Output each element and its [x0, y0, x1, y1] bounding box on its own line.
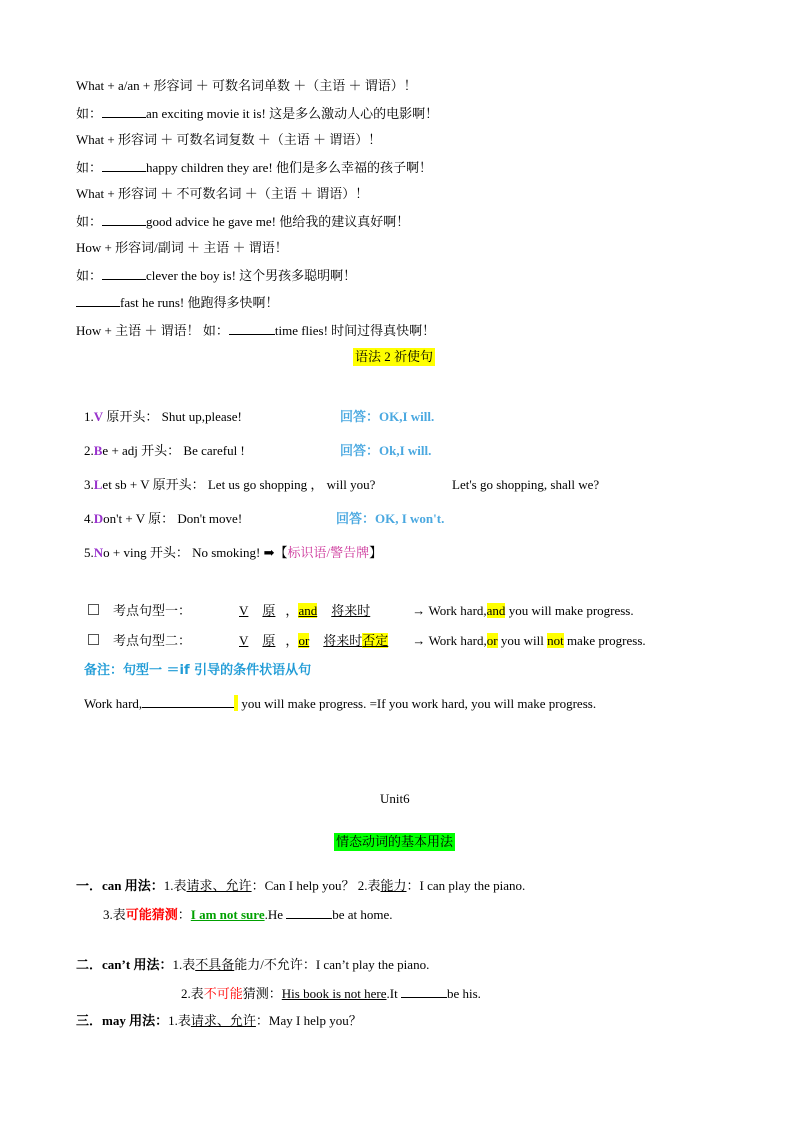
example-3: 如： good advice he gave me! 他给我的建议真好啊！	[76, 214, 410, 229]
imperative-item-4: 4.Don't + V 原： Don't move!	[84, 511, 243, 526]
example-1: 如： an exciting movie it is! 这是多么激动人心的电影啊！	[76, 106, 439, 121]
unit-title: Unit6	[380, 791, 410, 806]
imperative-item-3: 3.Let sb + V 原开头： Let us go shopping ， will you?	[84, 477, 376, 492]
imperative-item-5: 5.No + ving 开头： No smoking! ➡【标识语/警告牌】	[84, 545, 383, 560]
imperative-answer-1: 回答：OK,I will.	[340, 409, 435, 424]
blank	[102, 212, 146, 226]
imperative-answer-4: 回答：OK, I won't.	[336, 511, 445, 526]
blank	[102, 266, 146, 280]
section-heading-imperative: 语法 2 祈使句	[355, 349, 434, 364]
blank	[229, 321, 275, 335]
rule-how-subject: How + 主语 ＋ 谓语！ 如： time flies! 时间过得真快啊！	[76, 323, 436, 338]
section-heading-modal: 情态动词的基本用法	[336, 834, 454, 849]
rule-how: How + 形容词/副词 ＋ 主语 ＋ 谓语！	[76, 240, 288, 255]
may-usage: 三．may 用法：1.表请求、允许：May I help you？	[76, 1013, 362, 1028]
blank	[76, 293, 120, 307]
can-usage-3: 3.表可能猜测：I am not sure.He be at home.	[103, 907, 393, 922]
checkbox-icon	[88, 634, 99, 645]
imperative-answer-2: 回答：Ok,I will.	[340, 443, 432, 458]
cant-usage: 二．can’t 用法：1.表不具备能力/不允许：I can’t play the piano.	[76, 957, 430, 972]
cant-usage-2: 2.表不可能猜测：His book is not here.It be his.	[181, 986, 481, 1001]
imperative-answer-3: Let's go shopping, shall we?	[452, 477, 600, 492]
note: 备注：句型一 ＝if 引导的条件状语从句	[84, 663, 312, 678]
rule-what-a-an: What + a/an + 形容词 ＋ 可数名词单数 ＋（主语 ＋ 谓语）！	[76, 78, 417, 93]
example-4: 如： clever the boy is! 这个男孩多聪明啊！	[76, 268, 357, 283]
pattern-2: 考点句型二： V 原 ，or 将来时否定 → Work hard,or you will not make progress.	[88, 632, 646, 650]
imperative-item-2: 2.Be + adj 开头： Be careful !	[84, 443, 245, 458]
rule-what-uncountable: What + 形容词 ＋ 不可数名词 ＋（主语 ＋ 谓语）！	[76, 186, 369, 201]
can-usage: 一．can 用法：1.表请求、允许：Can I help you？ 2.表能力：I can play the piano.	[76, 878, 526, 893]
blank	[401, 984, 447, 998]
rule-what-plural: What + 形容词 ＋ 可数名词复数 ＋（主语 ＋ 谓语）！	[76, 132, 382, 147]
imperative-item-1: 1.V 原开头： Shut up,please!	[84, 409, 242, 424]
blank	[286, 905, 332, 919]
pattern-1: 考点句型一： V 原 ，and 将来时 → Work hard,and you will make progress.	[88, 602, 634, 620]
example-5: fast he runs! 他跑得多快啊！	[76, 293, 279, 312]
example-2: 如： happy children they are! 他们是多么幸福的孩子啊！	[76, 160, 432, 175]
work-hard-sentence: Work hard, you will make progress. =If you work hard, you will make progress.	[84, 696, 597, 711]
blank	[102, 158, 146, 172]
checkbox-icon	[88, 604, 99, 615]
blank	[102, 104, 146, 118]
blank	[142, 694, 234, 708]
